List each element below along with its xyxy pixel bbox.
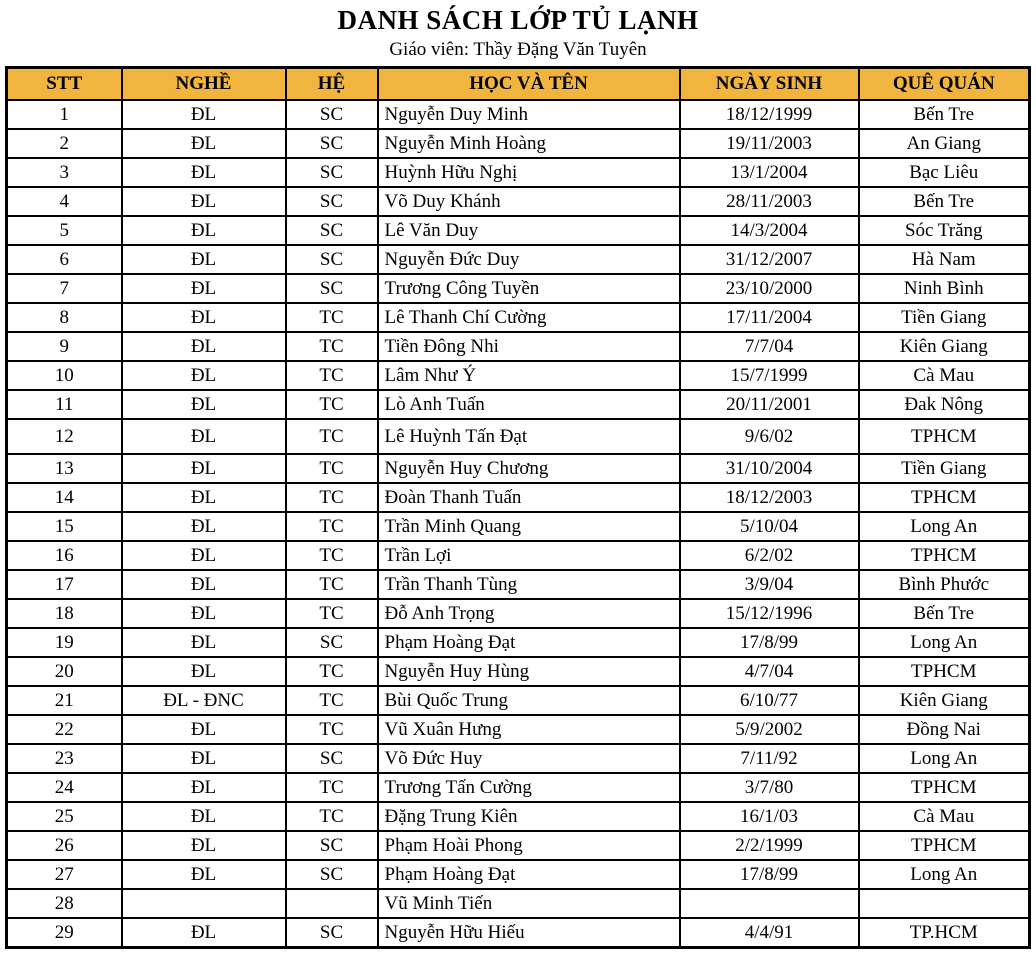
nghe-cell: ĐL <box>122 390 286 419</box>
name-cell: Nguyễn Huy Chương <box>378 454 680 483</box>
name-cell: Vũ Xuân Hưng <box>378 715 680 744</box>
hometown-cell: Tiền Giang <box>859 303 1030 332</box>
name-cell: Phạm Hoài Phong <box>378 831 680 860</box>
stt-cell: 13 <box>7 454 122 483</box>
table-row <box>7 744 1030 773</box>
nghe-cell: ĐL <box>122 831 286 860</box>
hometown-cell: Sóc Trăng <box>859 216 1030 245</box>
stt-cell: 18 <box>7 599 122 628</box>
hometown-cell: Ninh Bình <box>859 274 1030 303</box>
stt-cell: 10 <box>7 361 122 390</box>
stt-cell: 27 <box>7 860 122 889</box>
he-cell: TC <box>286 303 378 332</box>
stt-cell: 26 <box>7 831 122 860</box>
stt-cell: 6 <box>7 245 122 274</box>
table-row <box>7 332 1030 361</box>
table-row <box>7 715 1030 744</box>
he-cell: TC <box>286 390 378 419</box>
hometown-cell: TP.HCM <box>859 918 1030 947</box>
dob-cell: 3/7/80 <box>680 773 859 802</box>
name-cell: Đoàn Thanh Tuấn <box>378 483 680 512</box>
name-cell: Bùi Quốc Trung <box>378 686 680 715</box>
hometown-cell: TPHCM <box>859 541 1030 570</box>
name-cell: Lâm Như Ý <box>378 361 680 390</box>
he-cell: TC <box>286 483 378 512</box>
nghe-cell: ĐL <box>122 773 286 802</box>
dob-cell: 7/7/04 <box>680 332 859 361</box>
stt-cell: 25 <box>7 802 122 831</box>
hometown-cell: Cà Mau <box>859 802 1030 831</box>
stt-cell: 14 <box>7 483 122 512</box>
dob-cell: 5/9/2002 <box>680 715 859 744</box>
stt-cell: 28 <box>7 889 122 918</box>
he-cell <box>286 889 378 918</box>
hometown-cell: Bến Tre <box>859 187 1030 216</box>
nghe-cell: ĐL <box>122 512 286 541</box>
table-row <box>7 860 1030 889</box>
table-row <box>7 483 1030 512</box>
page-title: DANH SÁCH LỚP TỦ LẠNH <box>337 5 699 35</box>
name-cell: Phạm Hoàng Đạt <box>378 628 680 657</box>
nghe-cell: ĐL <box>122 657 286 686</box>
stt-cell: 1 <box>7 100 122 129</box>
table-row <box>7 541 1030 570</box>
table-row <box>7 274 1030 303</box>
dob-cell: 6/2/02 <box>680 541 859 570</box>
he-cell: TC <box>286 570 378 599</box>
he-cell: SC <box>286 274 378 303</box>
he-cell: SC <box>286 860 378 889</box>
he-cell: TC <box>286 361 378 390</box>
column-header-he: HỆ <box>286 67 378 100</box>
dob-cell: 13/1/2004 <box>680 158 859 187</box>
dob-cell: 28/11/2003 <box>680 187 859 216</box>
name-cell: Tiền Đông Nhi <box>378 332 680 361</box>
nghe-cell: ĐL <box>122 541 286 570</box>
nghe-cell: ĐL <box>122 245 286 274</box>
dob-cell: 15/7/1999 <box>680 361 859 390</box>
dob-cell: 16/1/03 <box>680 802 859 831</box>
hometown-cell: Bình Phước <box>859 570 1030 599</box>
stt-cell: 19 <box>7 628 122 657</box>
nghe-cell: ĐL - ĐNC <box>122 686 286 715</box>
name-cell: Huỳnh Hữu Nghị <box>378 158 680 187</box>
dob-cell: 6/10/77 <box>680 686 859 715</box>
table-row <box>7 889 1030 918</box>
hometown-cell <box>859 889 1030 918</box>
name-cell: Vũ Minh Tiến <box>378 889 680 918</box>
dob-cell: 2/2/1999 <box>680 831 859 860</box>
name-cell: Trương Công Tuyền <box>378 274 680 303</box>
he-cell: SC <box>286 628 378 657</box>
table-row <box>7 802 1030 831</box>
hometown-cell: TPHCM <box>859 831 1030 860</box>
table-row <box>7 599 1030 628</box>
he-cell: SC <box>286 216 378 245</box>
name-cell: Nguyễn Đức Duy <box>378 245 680 274</box>
column-header-nghe: NGHỀ <box>122 67 286 100</box>
hometown-cell: Long An <box>859 628 1030 657</box>
class-roster-page <box>0 5 1036 975</box>
dob-cell: 18/12/1999 <box>680 100 859 129</box>
he-cell: TC <box>286 657 378 686</box>
nghe-cell: ĐL <box>122 715 286 744</box>
stt-cell: 23 <box>7 744 122 773</box>
hometown-cell: Cà Mau <box>859 361 1030 390</box>
column-header-stt: STT <box>7 67 122 100</box>
table-row <box>7 512 1030 541</box>
table-row <box>7 361 1030 390</box>
stt-cell: 8 <box>7 303 122 332</box>
hometown-cell: Hà Nam <box>859 245 1030 274</box>
nghe-cell: ĐL <box>122 802 286 831</box>
stt-cell: 15 <box>7 512 122 541</box>
stt-cell: 29 <box>7 918 122 947</box>
stt-cell: 21 <box>7 686 122 715</box>
hometown-cell: Kiên Giang <box>859 686 1030 715</box>
table-row <box>7 245 1030 274</box>
name-cell: Đỗ Anh Trọng <box>378 599 680 628</box>
stt-cell: 3 <box>7 158 122 187</box>
table-header-row <box>7 67 1030 100</box>
name-cell: Nguyễn Minh Hoàng <box>378 129 680 158</box>
name-cell: Nguyễn Hữu Hiếu <box>378 918 680 947</box>
table-row <box>7 187 1030 216</box>
column-header-name: HỌC VÀ TÊN <box>378 67 680 100</box>
stt-cell: 17 <box>7 570 122 599</box>
nghe-cell: ĐL <box>122 303 286 332</box>
student-roster-table <box>5 66 1031 949</box>
nghe-cell: ĐL <box>122 599 286 628</box>
name-cell: Lê Huỳnh Tấn Đạt <box>378 419 680 454</box>
hometown-cell: Tiền Giang <box>859 454 1030 483</box>
stt-cell: 7 <box>7 274 122 303</box>
name-cell: Võ Đức Huy <box>378 744 680 773</box>
table-row <box>7 686 1030 715</box>
table-row <box>7 419 1030 454</box>
he-cell: TC <box>286 715 378 744</box>
table-row <box>7 773 1030 802</box>
nghe-cell: ĐL <box>122 187 286 216</box>
he-cell: SC <box>286 245 378 274</box>
nghe-cell: ĐL <box>122 129 286 158</box>
dob-cell: 9/6/02 <box>680 419 859 454</box>
nghe-cell: ĐL <box>122 100 286 129</box>
table-row <box>7 570 1030 599</box>
stt-cell: 5 <box>7 216 122 245</box>
stt-cell: 4 <box>7 187 122 216</box>
nghe-cell: ĐL <box>122 332 286 361</box>
dob-cell: 31/10/2004 <box>680 454 859 483</box>
hometown-cell: Đồng Nai <box>859 715 1030 744</box>
dob-cell: 4/4/91 <box>680 918 859 947</box>
he-cell: TC <box>286 332 378 361</box>
dob-cell: 3/9/04 <box>680 570 859 599</box>
nghe-cell: ĐL <box>122 158 286 187</box>
name-cell: Trần Thanh Tùng <box>378 570 680 599</box>
nghe-cell: ĐL <box>122 454 286 483</box>
table-row <box>7 831 1030 860</box>
hometown-cell: Bến Tre <box>859 100 1030 129</box>
nghe-cell: ĐL <box>122 274 286 303</box>
dob-cell <box>680 889 859 918</box>
he-cell: SC <box>286 129 378 158</box>
hometown-cell: TPHCM <box>859 773 1030 802</box>
hometown-cell: Long An <box>859 512 1030 541</box>
dob-cell: 20/11/2001 <box>680 390 859 419</box>
he-cell: TC <box>286 419 378 454</box>
name-cell: Đặng Trung Kiên <box>378 802 680 831</box>
name-cell: Trương Tấn Cường <box>378 773 680 802</box>
name-cell: Nguyễn Duy Minh <box>378 100 680 129</box>
hometown-cell: Long An <box>859 744 1030 773</box>
dob-cell: 4/7/04 <box>680 657 859 686</box>
nghe-cell: ĐL <box>122 216 286 245</box>
name-cell: Lê Thanh Chí Cường <box>378 303 680 332</box>
nghe-cell <box>122 889 286 918</box>
he-cell: SC <box>286 918 378 947</box>
nghe-cell: ĐL <box>122 361 286 390</box>
stt-cell: 22 <box>7 715 122 744</box>
stt-cell: 12 <box>7 419 122 454</box>
nghe-cell: ĐL <box>122 419 286 454</box>
table-row <box>7 918 1030 947</box>
he-cell: SC <box>286 831 378 860</box>
dob-cell: 15/12/1996 <box>680 599 859 628</box>
table-row <box>7 129 1030 158</box>
he-cell: TC <box>286 802 378 831</box>
nghe-cell: ĐL <box>122 744 286 773</box>
name-cell: Trần Lợi <box>378 541 680 570</box>
nghe-cell: ĐL <box>122 628 286 657</box>
dob-cell: 19/11/2003 <box>680 129 859 158</box>
stt-cell: 11 <box>7 390 122 419</box>
nghe-cell: ĐL <box>122 570 286 599</box>
he-cell: SC <box>286 187 378 216</box>
he-cell: TC <box>286 773 378 802</box>
hometown-cell: Kiên Giang <box>859 332 1030 361</box>
he-cell: TC <box>286 599 378 628</box>
student-table-body <box>7 100 1030 947</box>
teacher-subtitle: Giáo viên: Thầy Đặng Văn Tuyên <box>389 39 647 61</box>
he-cell: TC <box>286 454 378 483</box>
table-row <box>7 100 1030 129</box>
name-cell: Võ Duy Khánh <box>378 187 680 216</box>
stt-cell: 20 <box>7 657 122 686</box>
column-header-dob: NGÀY SINH <box>680 67 859 100</box>
hometown-cell: Đak Nông <box>859 390 1030 419</box>
hometown-cell: TPHCM <box>859 419 1030 454</box>
hometown-cell: Bến Tre <box>859 599 1030 628</box>
table-row <box>7 454 1030 483</box>
column-header-hometown: QUÊ QUÁN <box>859 67 1030 100</box>
table-row <box>7 657 1030 686</box>
dob-cell: 23/10/2000 <box>680 274 859 303</box>
dob-cell: 5/10/04 <box>680 512 859 541</box>
name-cell: Trần Minh Quang <box>378 512 680 541</box>
name-cell: Lê Văn Duy <box>378 216 680 245</box>
stt-cell: 24 <box>7 773 122 802</box>
he-cell: SC <box>286 158 378 187</box>
he-cell: TC <box>286 541 378 570</box>
he-cell: TC <box>286 512 378 541</box>
he-cell: SC <box>286 744 378 773</box>
dob-cell: 17/8/99 <box>680 628 859 657</box>
dob-cell: 18/12/2003 <box>680 483 859 512</box>
nghe-cell: ĐL <box>122 860 286 889</box>
stt-cell: 2 <box>7 129 122 158</box>
nghe-cell: ĐL <box>122 918 286 947</box>
he-cell: TC <box>286 686 378 715</box>
hometown-cell: An Giang <box>859 129 1030 158</box>
hometown-cell: Bạc Liêu <box>859 158 1030 187</box>
table-row <box>7 216 1030 245</box>
name-cell: Phạm Hoàng Đạt <box>378 860 680 889</box>
table-row <box>7 158 1030 187</box>
nghe-cell: ĐL <box>122 483 286 512</box>
dob-cell: 17/8/99 <box>680 860 859 889</box>
dob-cell: 31/12/2007 <box>680 245 859 274</box>
stt-cell: 16 <box>7 541 122 570</box>
hometown-cell: Long An <box>859 860 1030 889</box>
name-cell: Nguyễn Huy Hùng <box>378 657 680 686</box>
table-row <box>7 390 1030 419</box>
name-cell: Lò Anh Tuấn <box>378 390 680 419</box>
table-row <box>7 303 1030 332</box>
he-cell: SC <box>286 100 378 129</box>
dob-cell: 7/11/92 <box>680 744 859 773</box>
table-row <box>7 628 1030 657</box>
stt-cell: 9 <box>7 332 122 361</box>
hometown-cell: TPHCM <box>859 657 1030 686</box>
hometown-cell: TPHCM <box>859 483 1030 512</box>
dob-cell: 17/11/2004 <box>680 303 859 332</box>
dob-cell: 14/3/2004 <box>680 216 859 245</box>
